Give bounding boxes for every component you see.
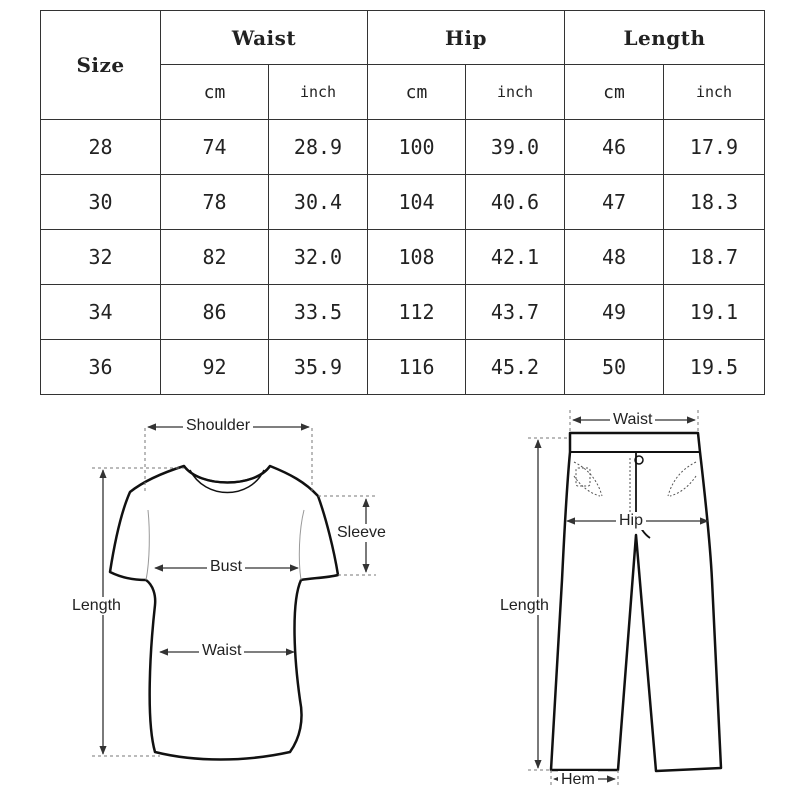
table-cell: 47 [565,175,664,230]
table-cell: 50 [565,340,664,395]
table-cell: 116 [368,340,466,395]
pants-hip-label: Hip [616,512,646,530]
pants-outline [551,433,721,771]
unit-header: inch [664,65,765,120]
table-cell: 48 [565,230,664,285]
table-cell: 46 [565,120,664,175]
tshirt-waist-label: Waist [199,642,244,660]
table-cell: 86 [161,285,269,340]
table-cell: 39.0 [466,120,565,175]
table-row [41,340,765,395]
unit-header: cm [368,65,466,120]
table-cell: 35.9 [269,340,368,395]
unit-header: inch [466,65,565,120]
table-cell: 82 [161,230,269,285]
table-cell: 18.3 [664,175,765,230]
table-cell: 100 [368,120,466,175]
unit-header: cm [565,65,664,120]
table-cell: 30.4 [269,175,368,230]
measurement-diagrams [0,400,800,800]
table-cell: 40.6 [466,175,565,230]
table-cell: 74 [161,120,269,175]
table-cell: 92 [161,340,269,395]
table-cell: 104 [368,175,466,230]
hip-group-header: Hip [368,11,565,65]
table-row [41,175,765,230]
table-cell: 19.5 [664,340,765,395]
table-row [41,230,765,285]
table-cell: 18.7 [664,230,765,285]
size-cell: 34 [41,285,161,340]
table-row [41,120,765,175]
table-row [41,285,765,340]
size-cell: 32 [41,230,161,285]
table-cell: 43.7 [466,285,565,340]
pants-waist-label: Waist [610,411,655,429]
size-cell: 36 [41,340,161,395]
table-cell: 78 [161,175,269,230]
table-cell: 32.0 [269,230,368,285]
table-cell: 49 [565,285,664,340]
unit-header: cm [161,65,269,120]
table-cell: 42.1 [466,230,565,285]
bust-label: Bust [207,558,245,576]
size-header: Size [41,11,161,120]
table-cell: 33.5 [269,285,368,340]
length-group-header: Length [565,11,765,65]
unit-header: inch [269,65,368,120]
size-cell: 30 [41,175,161,230]
waist-group-header: Waist [161,11,368,65]
pants-length-label: Length [497,597,552,615]
tshirt-outline [110,466,338,760]
table-cell: 112 [368,285,466,340]
size-chart-table [40,10,765,395]
table-cell: 19.1 [664,285,765,340]
table-cell: 17.9 [664,120,765,175]
sleeve-label: Sleeve [334,524,389,542]
table-cell: 108 [368,230,466,285]
tshirt-length-label: Length [69,597,124,615]
size-cell: 28 [41,120,161,175]
table-cell: 28.9 [269,120,368,175]
shoulder-label: Shoulder [183,417,253,435]
table-cell: 45.2 [466,340,565,395]
pants-hem-label: Hem [558,771,598,789]
